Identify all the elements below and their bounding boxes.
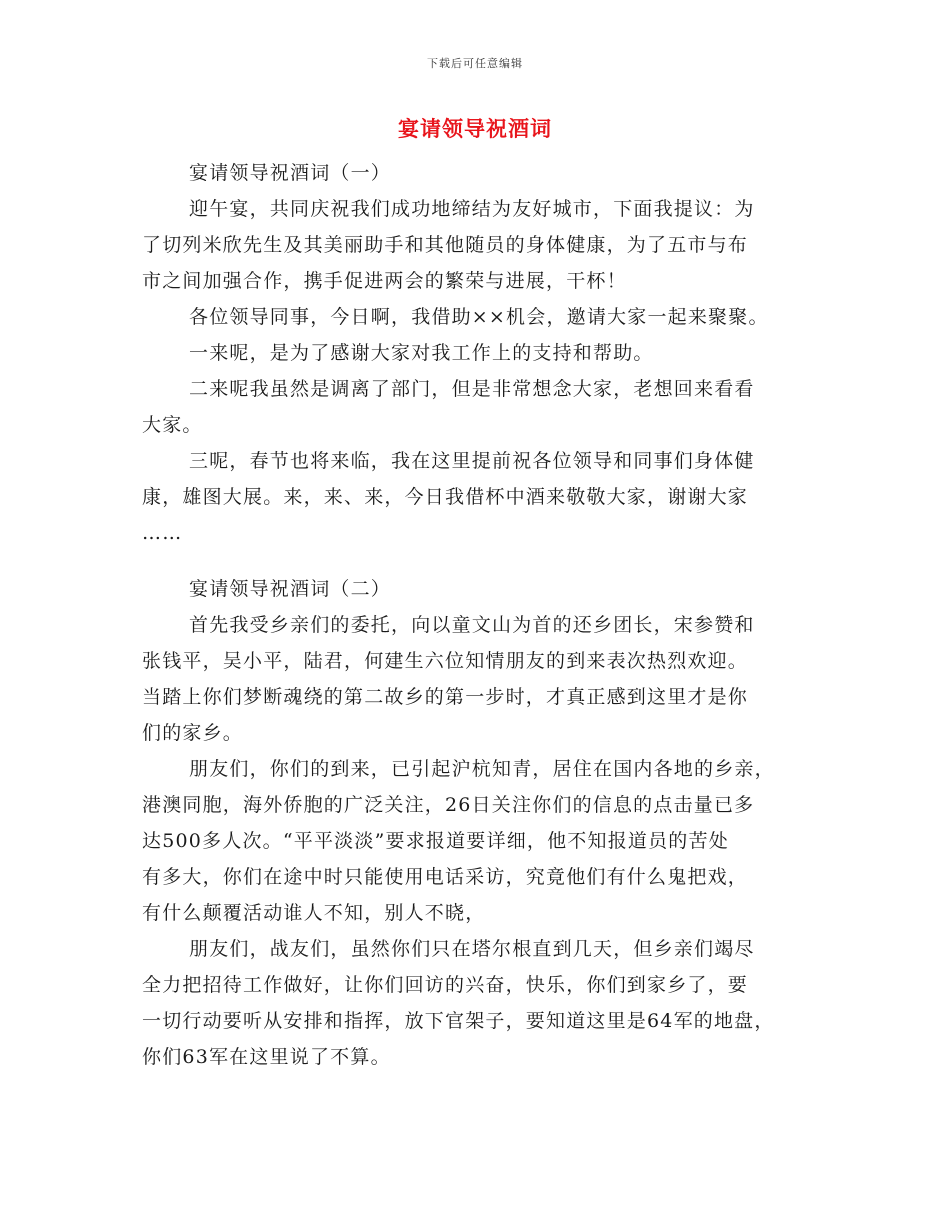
body-text-line: 全力把招待工作做好，让你们回访的兴奋，快乐，你们到家乡了，要 bbox=[142, 974, 749, 996]
body-text-line: 一来呢，是为了感谢大家对我工作上的支持和帮助。 bbox=[189, 342, 654, 364]
body-text-line: 们的家乡。 bbox=[142, 722, 244, 744]
body-text-line: …… bbox=[142, 522, 183, 544]
body-text-line: 宴请领导祝酒词（一） bbox=[189, 162, 392, 184]
body-text-line: 一切行动要听从安排和指挥，放下官架子，要知道这里是64军的地盘， bbox=[142, 1010, 775, 1032]
body-text-line: 大家。 bbox=[142, 414, 203, 436]
document-body bbox=[142, 155, 812, 1075]
body-text-line: 港澳同胞，海外侨胞的广泛关注，26日关注你们的信息的点击量已多 bbox=[142, 794, 755, 816]
body-text-line: 你们63军在这里说了不算。 bbox=[142, 1046, 391, 1068]
body-text-line: 朋友们，战友们，虽然你们只在塔尔根直到几天，但乡亲们竭尽 bbox=[189, 938, 755, 960]
body-text-line: 了切列米欣先生及其美丽助手和其他随员的身体健康，为了五市与布 bbox=[142, 234, 749, 256]
body-text-line: 首先我受乡亲们的委托，向以童文山为首的还乡团长，宋参赞和 bbox=[189, 614, 755, 636]
body-text-line: 市之间加强合作，携手促进两会的繁荣与进展，干杯！ bbox=[142, 270, 627, 292]
body-text-line: 各位领导同事，今日啊，我借助××机会，邀请大家一起来聚聚。 bbox=[189, 306, 769, 328]
body-text-line: 当踏上你们梦断魂绕的第二故乡的第一步时，才真正感到这里才是你 bbox=[142, 686, 749, 708]
section-gap bbox=[142, 551, 812, 571]
body-text-line: 达500多人次。“平平淡淡”要求报道要详细，他不知报道员的苦处 bbox=[142, 830, 729, 852]
body-text-line: 康，雄图大展。来，来、来，今日我借杯中酒来敬敬大家，谢谢大家 bbox=[142, 486, 749, 508]
body-text-line: 三呢，春节也将来临，我在这里提前祝各位领导和同事们身体健 bbox=[189, 450, 755, 472]
body-text-line: 朋友们，你们的到来，已引起沪杭知青，居住在国内各地的乡亲， bbox=[189, 758, 775, 780]
body-text-line: 有多大，你们在途中时只能使用电话采访，究竟他们有什么鬼把戏， bbox=[142, 866, 749, 888]
body-text-line: 张钱平，吴小平，陆君，何建生六位知情朋友的到来表次热烈欢迎。 bbox=[142, 650, 749, 672]
body-text-line: 二来呢我虽然是调离了部门，但是非常想念大家，老想回来看看 bbox=[189, 378, 755, 400]
page-header-note: 下载后可任意编辑 bbox=[427, 57, 523, 70]
body-text-line: 迎午宴，共同庆祝我们成功地缔结为友好城市，下面我提议：为 bbox=[189, 198, 755, 220]
body-text-line: 宴请领导祝酒词（二） bbox=[189, 578, 392, 600]
document-title: 宴请领导祝酒词 bbox=[398, 117, 552, 141]
body-text-line: 有什么颠覆活动谁人不知，别人不晓， bbox=[142, 902, 486, 924]
